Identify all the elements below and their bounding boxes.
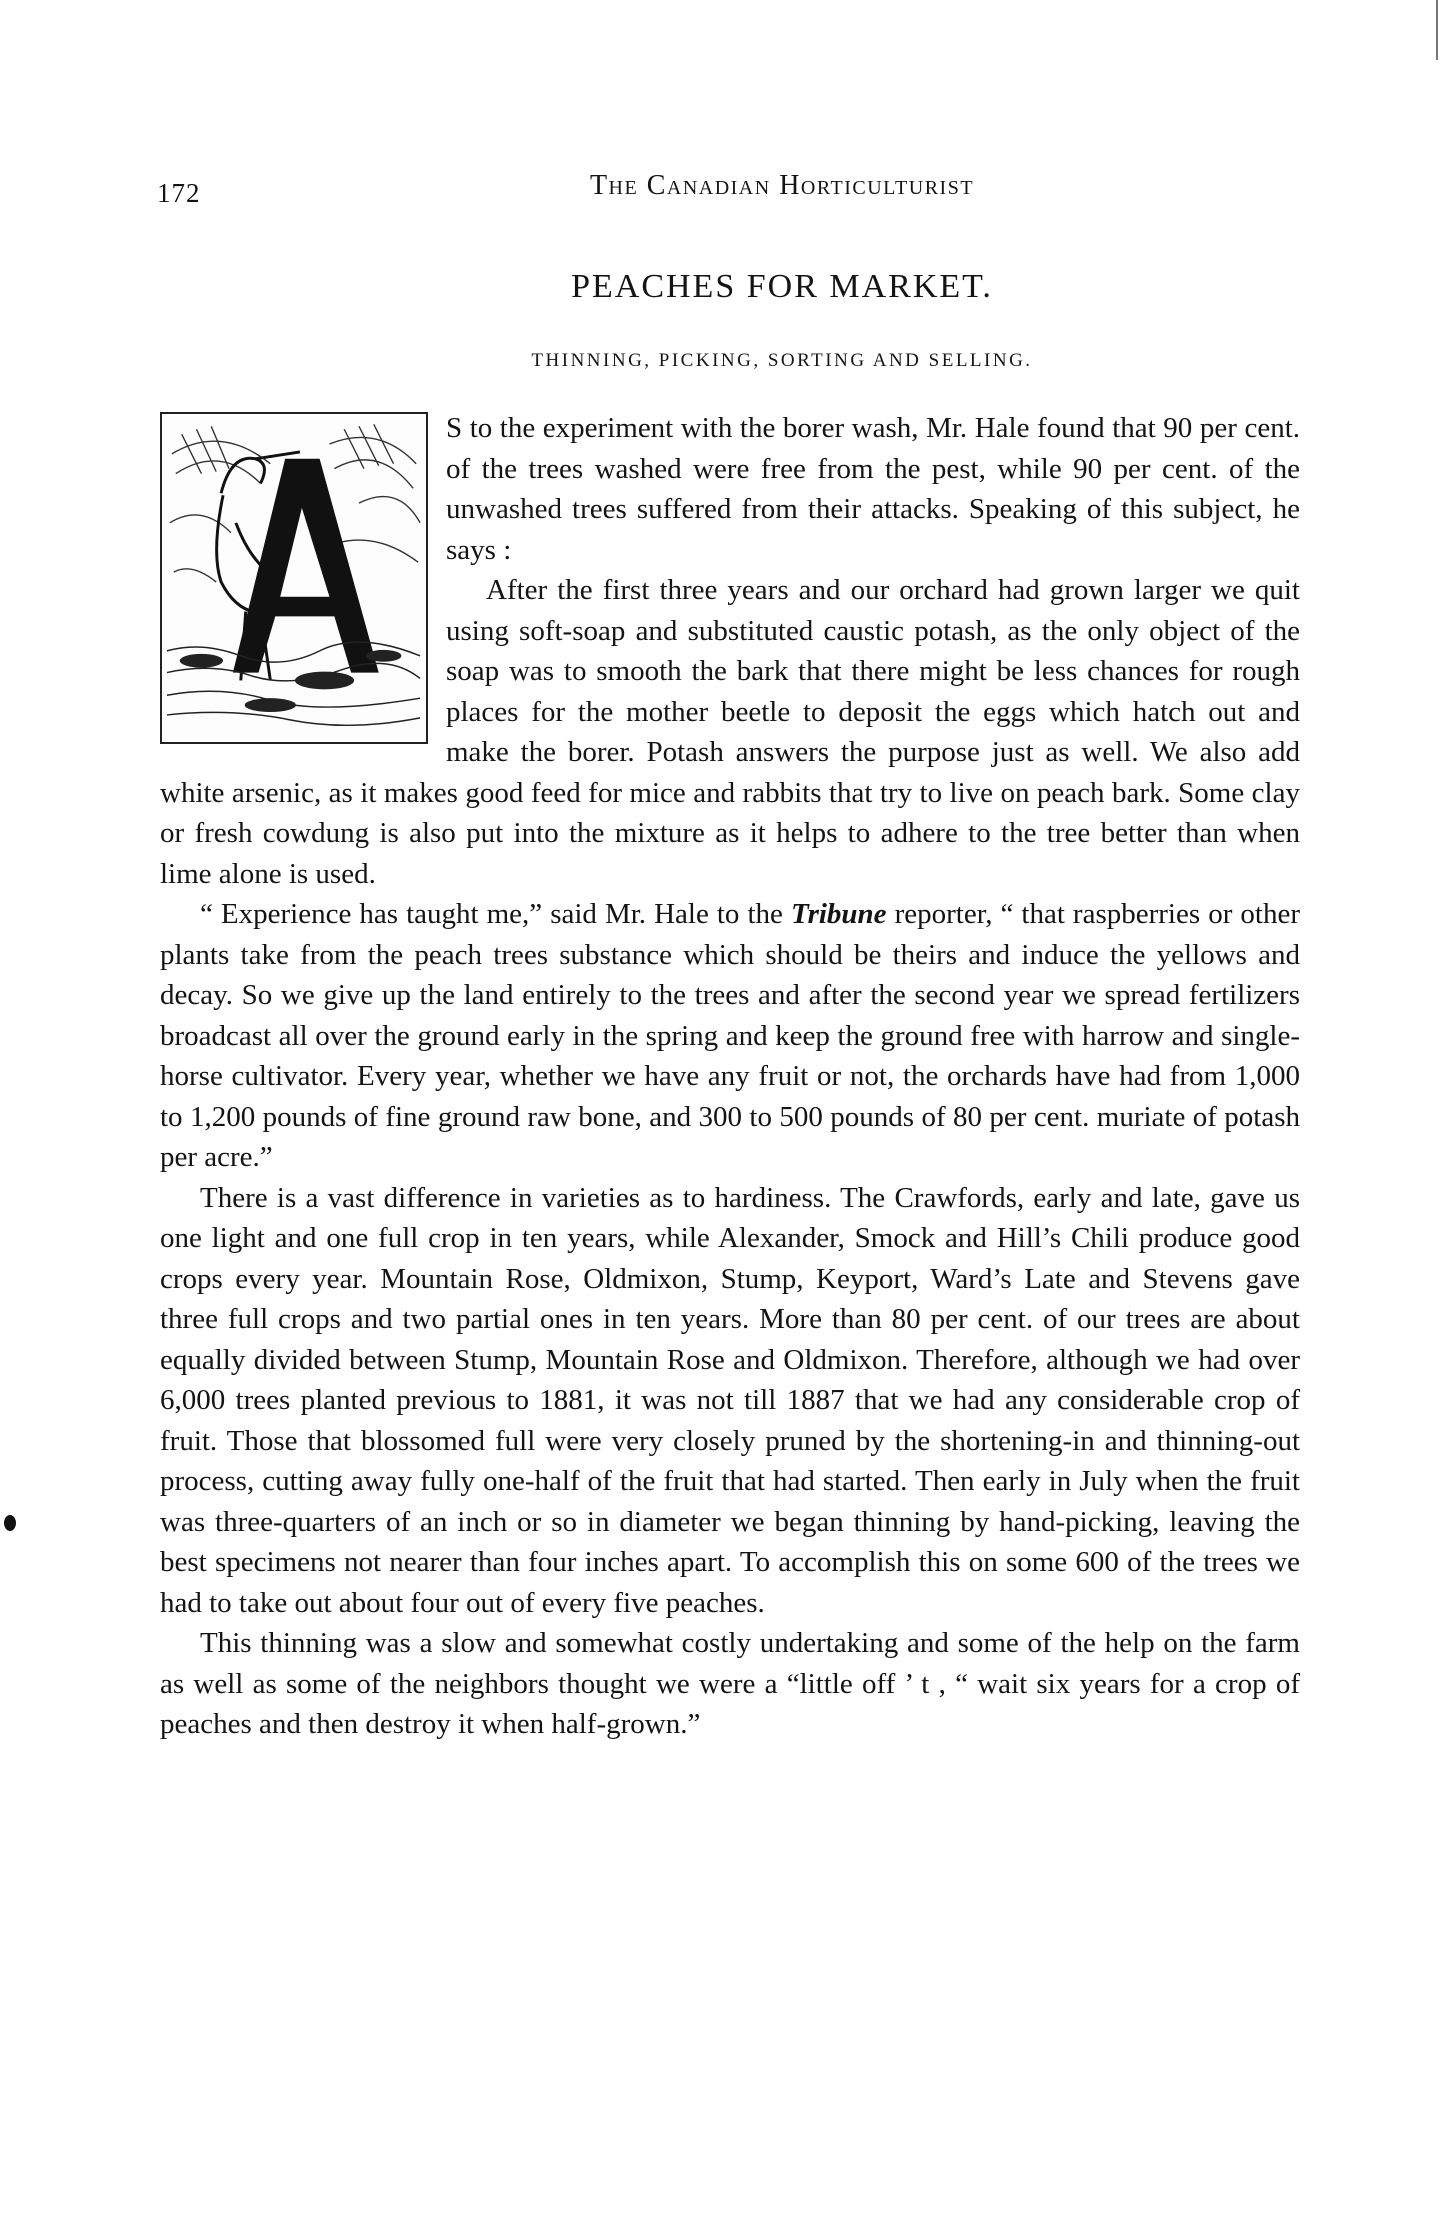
article-subtitle: THINNING, PICKING, SORTING AND SELLING. (531, 350, 1033, 371)
paragraph-4: There is a vast difference in varieties as to hardiness. The Crawfords, early and late, gave us one light and one full crop in ten years, while Alexander, Smock and Hill’s Chili produce good crops every year. Mountain Rose, Oldmixon, Stump, Keyport, Ward’s Late and Stevens gave three full crops and two partial ones in ten years. More than 80 per cent. of our trees are about equally divided between Stump, Mountain Rose and Oldmixon. Therefore, although we had over 6,000 trees planted previous to 1881, it was not till 1887 that we had any considerable crop of fruit. Those that blossomed full were very closely pruned by the shortening-in and thinning-out process, cutting away fully one-half of the fruit that had started. Then early in July when the fruit was three-quarters of an inch or so in diameter we began thinning by hand-picking, leaving the best specimens not nearer than four inches apart. To accomplish this on some 600 of the trees we had to take out about four out of every five peaches. (160, 1181, 1300, 1619)
article-title: PEACHES FOR MARKET. (571, 268, 993, 305)
article-body (160, 408, 1300, 1745)
page-number: 172 (157, 178, 201, 208)
paragraph-2: After the first three years and our orchard had grown larger we quit using soft-soap and substituted caustic potash, as the only object of the soap was to smooth the bark that there might be less chances for rough places for the mother beetle to deposit the eggs which hatch out and make the borer. Potash answers the purpose just as well. We also add white arsenic, as it makes good feed for mice and rabbits that try to live on peach bark. Some clay or fresh cowdung is also put into the mixture as it helps to adhere to the tree better than when lime alone is used. (160, 574, 1300, 890)
paragraph-1: S to the experiment with the borer wash, Mr. Hale found that 90 per cent. of the trees washed were free from the pest, while 90 per cent. of the unwashed trees suffered from their attacks. Speaking of this subject, he says : (446, 412, 1300, 566)
scan-edge-mark (1436, 0, 1438, 60)
paragraph-5: This thinning was a slow and somewhat costly undertaking and some of the help on the farm as well as some of the neighbors thought we were a “little off ’ t , “ wait six years for a crop of peaches and then destroy it when half-grown.” (160, 1627, 1300, 1740)
margin-dot (4, 1515, 16, 1531)
paragraph-3-lead: “ Experience has taught me,” said Mr. Hale to the (200, 898, 791, 930)
paragraph-3-rest: reporter, “ that raspberries or other plants take from the peach trees substance which should be theirs and induce the yellows and decay. So we give up the land entirely to the trees and after the second year we spread fertilizers broadcast all over the ground early in the spring and keep the ground free with harrow and single-horse cultivator. Every year, whether we have any fruit or not, the orchards have had from 1,000 to 1,200 pounds of fine ground raw bone, and 300 to 500 pounds of 80 per cent. muriate of potash per acre.” (160, 898, 1300, 1173)
heron-illustration-icon (162, 414, 426, 742)
drop-cap (160, 412, 428, 744)
running-head: The Canadian Horticulturist (589, 170, 975, 201)
newspaper-title: Tribune (790, 898, 887, 930)
paragraph-3 (160, 894, 1300, 1178)
